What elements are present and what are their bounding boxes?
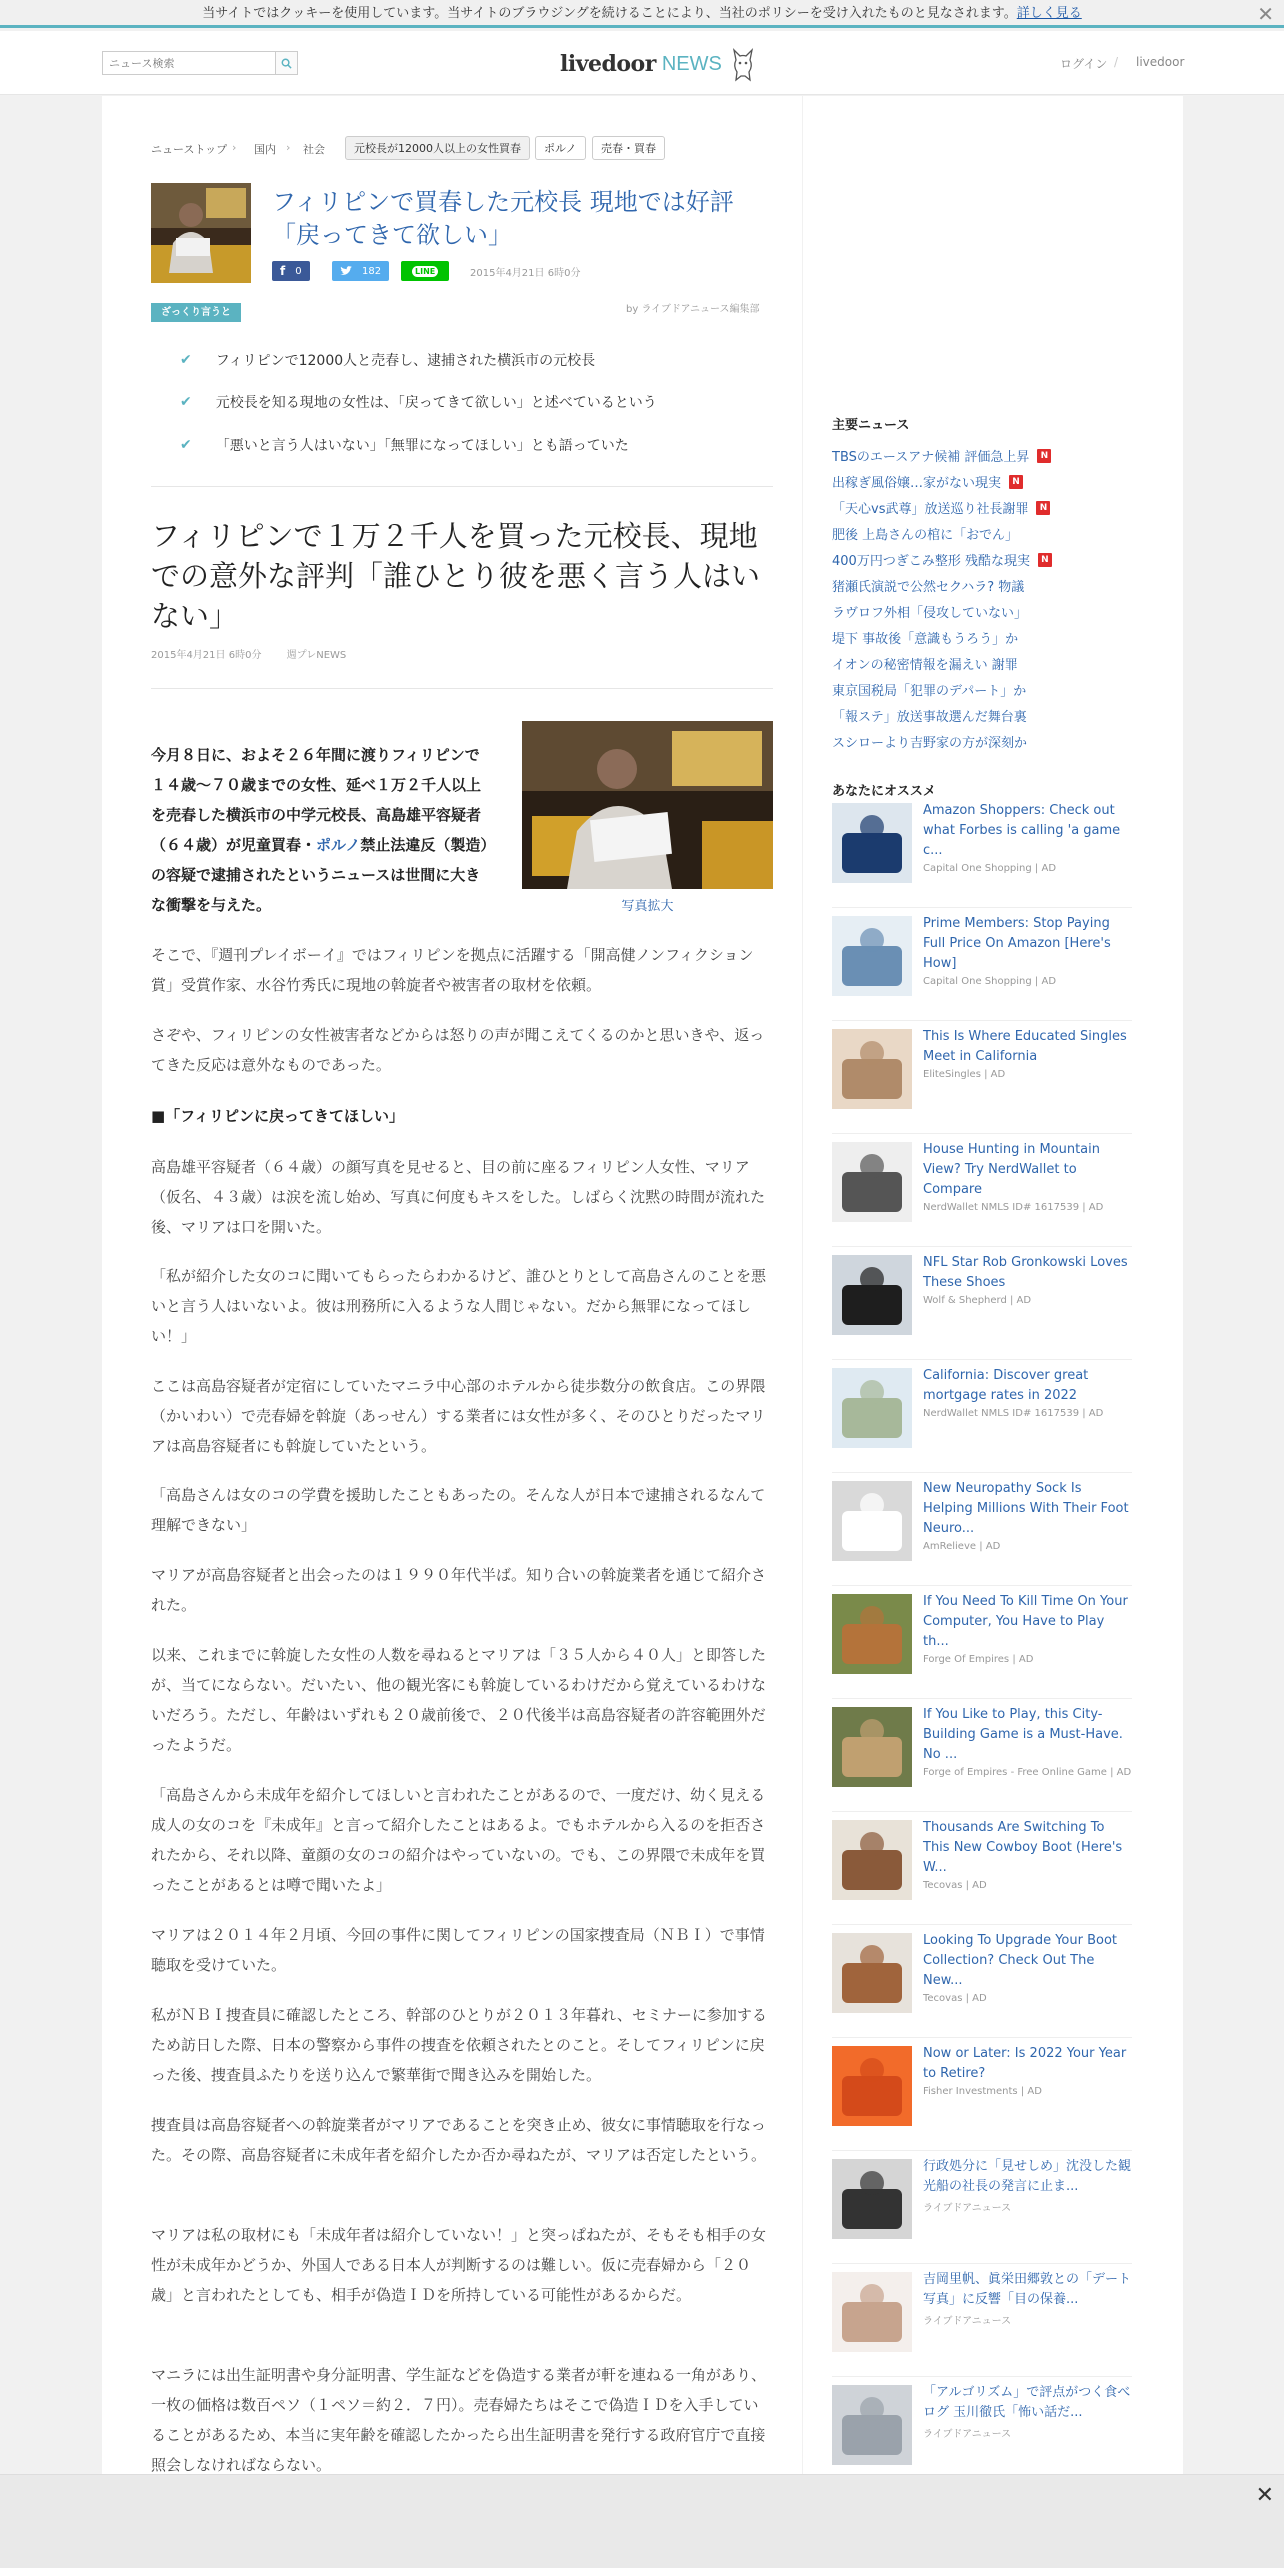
recommend-item[interactable] (832, 1481, 1132, 1586)
summary-text: フィリピンで12000人と売春し、逮捕された横浜市の元校長 (215, 353, 596, 369)
article-byline: by ライブドアニュース編集部 (626, 304, 760, 315)
body-paragraph: 以来、これまでに斡旋した女性の人数を尋ねるとマリアは「３５人から４０人」と即答したが、当てにならない。だいたい、他の観光客にも斡旋しているわけだから覚えているわけないだろう。ただし、年齢はいずれも２０歳前後で、２０代後半は高島容疑者の許容範囲外だったようだ。 (151, 1646, 767, 1754)
body-paragraph: そこで、『週刊プレイボーイ』ではフィリピンを拠点に活躍する「開高健ノンフィクション賞」受賞作家、水谷竹秀氏に現地の斡旋者や被害者の取材を依頼。 (151, 946, 754, 994)
recommend-source: Forge of Empires - Free Online Game | AD (923, 1767, 1132, 1778)
recommend-item[interactable] (832, 803, 1132, 908)
main-news-text: 「報ステ」放送事故選んだ舞台裏 (832, 710, 1027, 725)
line-icon: LINE (412, 266, 438, 277)
twitter-icon (340, 266, 352, 276)
new-badge: N (1037, 449, 1051, 463)
recommend-title[interactable]: New Neuropathy Sock Is Helping Millions With Their Foot Neuro... (923, 1481, 1129, 1536)
check-icon: ✔ (180, 352, 192, 368)
main-news-text: 出稼ぎ風俗嬢…家がない現実 (832, 476, 1002, 491)
new-badge: N (1009, 475, 1023, 489)
summary-text: 元校長を知る現地の女性は、「戻ってきて欲しい」と述べているという (215, 395, 657, 411)
main-news-text: 400万円つぎこみ整形 残酷な現実 (832, 554, 1030, 569)
recommend-thumbnail[interactable] (832, 803, 912, 883)
cookie-text: 当サイトではクッキーを使用しています。当サイトのブラウジングを続けることにより、当社のポリシーを受け入れたものと見なされます。 (202, 6, 1017, 21)
meta-source[interactable]: 週プレNEWS (286, 650, 347, 661)
porno-link[interactable]: ポルノ (316, 836, 361, 854)
tag-prostitution[interactable]: 売春・買春 (592, 136, 665, 160)
recommend-thumbnail[interactable] (832, 2046, 912, 2126)
cookie-more-link[interactable]: 詳しく見る (1016, 6, 1082, 21)
main-news-item[interactable] (832, 732, 1027, 751)
body-paragraph: 私がＮＢＩ捜査員に確認したところ、幹部のひとりが２０１３年暮れ、セミナーに参加するため訪日した際、日本の警察から事件の捜査を依頼されたとのこと。そしてフィリピンに戻った後、捜査員ふたりを送り込んで繁華街で聞き込みを開始した。 (151, 2006, 767, 2084)
lead-paragraph (151, 740, 491, 920)
bottom-ad-bar (0, 2474, 1284, 2568)
breadcrumb-separator: › (232, 141, 237, 154)
breadcrumb-separator: › (286, 141, 291, 154)
breadcrumb-top[interactable]: ニューストップ (151, 143, 228, 156)
recommend-source: ライブドアニュース (923, 2316, 1012, 2327)
lead-text: 禁止法違反（製造）の容疑で逮捕されたというニュースは世間に大きな衝撃を与えた。 (151, 836, 488, 914)
site-logo[interactable] (560, 44, 756, 84)
recommend-thumbnail[interactable] (832, 916, 912, 996)
logo-news: NEWS (661, 52, 722, 75)
body-paragraph: さぞや、フィリピンの女性被害者などからは怒りの声が聞こえてくるのかと思いきや、返ってきた反応は意外なものであった。 (151, 1026, 765, 1074)
recommend-source: NerdWallet NMLS ID# 1617539 | AD (923, 1202, 1104, 1213)
body-paragraph: マリアは２０１４年２月頃、今回の事件に関してフィリピンの国家捜査局（ＮＢＩ）で事情聴取を受けていた。 (151, 1926, 765, 1974)
recommend-source: ライブドアニュース (923, 2203, 1012, 2214)
main-news-text: 堤下 事故後「意識もうろう」か (832, 632, 1019, 647)
recommend-title[interactable]: Amazon Shoppers: Check out what Forbes is calling 'a game c... (923, 803, 1121, 858)
main-news-item[interactable] (832, 602, 1027, 621)
recommend-item[interactable] (832, 1029, 1132, 1134)
recommend-thumbnail[interactable] (832, 2272, 912, 2352)
lead-text: 今月８日に、およそ２６年間に渡りフィリピンで１４歳～７０歳までの女性、延べ１万２千人以上を売春した横浜市の中学元校長、高島雄平容疑者（６４歳）が児童買春・ (151, 746, 482, 854)
recommend-item[interactable] (832, 1255, 1132, 1360)
twitter-count: 182 (362, 265, 382, 277)
body-paragraph: ここは高島容疑者が定宿にしていたマニラ中心部のホテルから徒歩数分の飲食店。この界隈（かいわい）で売春婦を斡旋（あっせん）する業者には女性が多く、そのひとりだったマリアは高島容疑者にも斡旋していたという。 (151, 1377, 766, 1455)
recommend-thumbnail[interactable] (832, 1029, 912, 1109)
main-news-text: 「天心vs武尊」放送巡り社長謝罪 (832, 502, 1029, 517)
bottom-bar-close-icon[interactable]: ✕ (1255, 2483, 1274, 2508)
cookie-banner (0, 0, 1284, 28)
facebook-share-button[interactable] (272, 261, 310, 281)
summary-item (180, 392, 657, 412)
recommend-item[interactable] (832, 1594, 1132, 1699)
main-news-item[interactable] (832, 628, 1018, 647)
recommend-title[interactable]: 行政処分に「見せしめ」沈没した観光船の社長の発言に止ま... (923, 2159, 1132, 2194)
search-box (102, 51, 298, 75)
recommend-heading: あなたにオススメ (832, 784, 936, 799)
recommend-title[interactable]: House Hunting in Mountain View? Try NerdWallet to Compare (923, 1142, 1101, 1197)
login-link[interactable]: ログイン (1060, 57, 1108, 71)
main-news-text: スシローより吉野家の方が深刻か (832, 736, 1028, 751)
recommend-item[interactable] (832, 1368, 1132, 1473)
body-paragraph: 捜査員は高島容疑者への斡旋業者がマリアであることを突き止め、彼女に事情聴取を行なった。その際、高島容疑者に未成年者を紹介したか否か尋ねたが、マリアは否定したという。 (151, 2116, 767, 2164)
divider (151, 688, 773, 689)
recommend-title[interactable]: If You Like to Play, this City-Building Game is a Must-Have. No ... (923, 1707, 1123, 1762)
recommend-title[interactable]: This Is Where Educated Singles Meet in California (923, 1029, 1127, 1064)
tag-porno[interactable]: ポルノ (535, 136, 586, 160)
recommend-title[interactable]: Prime Members: Stop Paying Full Price On Amazon [Here's How] (923, 916, 1111, 971)
meta-date: 2015年4月21日 6時0分 (151, 650, 262, 661)
recommend-source: EliteSingles | AD (923, 1069, 1006, 1080)
recommend-item[interactable] (832, 1820, 1132, 1925)
recommend-thumbnail[interactable] (832, 1820, 912, 1900)
facebook-icon: f (280, 264, 286, 278)
main-news-text: イオンの秘密情報を漏えい 謝罪 (832, 658, 1018, 673)
recommend-title[interactable]: 「アルゴリズム」で評点がつく食べログ 玉川徹氏「怖い話だ... (923, 2385, 1131, 2420)
recommend-source: Wolf & Shepherd | AD (923, 1295, 1032, 1306)
photo-enlarge-link[interactable]: 写真拡大 (621, 899, 674, 914)
recommend-item[interactable] (832, 2159, 1132, 2264)
section-heading: ■「フィリピンに戻ってきてほしい」 (151, 1107, 404, 1125)
breadcrumb-domestic[interactable]: 国内 (254, 143, 276, 156)
main-news-item[interactable] (832, 654, 1018, 673)
recommend-source: Tecovas | AD (923, 1880, 987, 1891)
article-thumbnail[interactable] (151, 183, 251, 283)
body-paragraph: 高島雄平容疑者（６４歳）の顔写真を見せると、目の前に座るフィリピン人女性、マリア（仮名、４３歳）は涙を流し始め、写真に何度もキスをした。しばらく沈黙の時間が流れた後、マリアは口を開いた。 (151, 1158, 766, 1236)
body-paragraph: 「高島さんから未成年を紹介してほしいと言われたことがあるので、一度だけ、幼く見える成人の女のコを『未成年』と言って紹介したことはあるよ。でもホテルから入るのを拒否されたから、それ以降、童顔の女のコの紹介はやっていないの。でも、この界隈で未成年を買ったことがあるとは噂で聞いたよ」 (151, 1786, 766, 1894)
recommend-source: AmRelieve | AD (923, 1541, 1001, 1552)
recommend-item[interactable] (832, 2272, 1132, 2377)
mascot-icon (730, 46, 756, 82)
check-icon: ✔ (180, 437, 192, 453)
main-news-text: 東京国税局「犯罪のデパート」か (832, 684, 1027, 699)
new-badge: N (1038, 553, 1052, 567)
recommend-thumbnail[interactable] (832, 1481, 912, 1561)
recommend-title[interactable]: 吉岡里帆、眞栄田郷敦との「デート写真」に反響「目の保養... (923, 2272, 1132, 2307)
summary-item (180, 350, 595, 370)
line-share-button[interactable] (401, 261, 449, 281)
recommend-thumbnail[interactable] (832, 2385, 912, 2465)
recommend-item[interactable] (832, 1707, 1132, 1812)
article-date: 2015年4月21日 6時0分 (470, 268, 581, 279)
article-photo[interactable] (522, 721, 773, 889)
recommend-title[interactable]: NFL Star Rob Gronkowski Loves These Shoes (923, 1255, 1128, 1290)
recommend-title[interactable]: Now or Later: Is 2022 Your Year to Retire? (923, 2046, 1127, 2081)
main-news-text: ラヴロフ外相「侵攻していない」 (832, 606, 1028, 621)
recommend-source: NerdWallet NMLS ID# 1617539 | AD (923, 1408, 1104, 1419)
logo-livedoor: livedoor (560, 51, 656, 77)
main-news-item[interactable] (832, 706, 1027, 725)
main-news-item[interactable] (832, 446, 1051, 465)
body-paragraph: 「高島さんは女のコの学費を援助したこともあったの。そんな人が日本で逮捕されるなんて理解できない」 (151, 1486, 766, 1534)
recommend-source: ライブドアニュース (923, 2429, 1012, 2440)
thumbnail-image (151, 183, 251, 283)
recommend-thumbnail[interactable] (832, 1142, 912, 1222)
recommend-thumbnail[interactable] (832, 1933, 912, 2013)
recommend-item[interactable] (832, 2046, 1132, 2151)
body-paragraph: マニラには出生証明書や身分証明書、学生証などを偽造する業者が軒を連ねる一角があり、一枚の価格は数百ペソ（１ペソ＝約２．７円）。売春婦たちはそこで偽造ＩＤを入手していることがあるため、本当に実年齢を確認したかったら出生証明書を発行する政府官庁で直接照会しなければならない。 (151, 2366, 767, 2474)
body-paragraph: 「私が紹介した女のコに聞いてもらったらわかるけど、誰ひとりとして高島さんのことを悪いと言う人はいないよ。彼は刑務所に入るような人間じゃない。だから無罪になってほしい！」 (151, 1267, 767, 1345)
article-headline: フィリピンで１万２千人を買った元校長、現地での意外な評判「誰ひとり彼を悪く言う人はいない」 (151, 519, 761, 633)
recommend-title[interactable]: If You Need To Kill Time On Your Computer, You Have to Play th... (923, 1594, 1128, 1649)
main-news-text: 肥後 上島さんの棺に「おでん」 (832, 528, 1019, 543)
main-news-item[interactable] (832, 472, 1023, 491)
main-news-item[interactable] (832, 550, 1052, 569)
livedoor-link[interactable]: livedoor (1136, 55, 1185, 69)
cookie-close-icon[interactable]: ✕ (1257, 2, 1274, 26)
main-news-text: 猪瀬氏演説で公然セクハラ? 物議 (832, 580, 1025, 595)
recommend-item[interactable] (832, 916, 1132, 1021)
recommend-source: Capital One Shopping | AD (923, 976, 1057, 987)
main-news-item[interactable] (832, 498, 1050, 517)
body-paragraph: マリアが高島容疑者と出会ったのは１９９０年代半ば。知り合いの斡旋業者を通じて紹介された。 (151, 1566, 767, 1614)
main-news-item[interactable] (832, 680, 1026, 699)
recommend-item[interactable] (832, 1142, 1132, 1247)
summary-item (180, 435, 629, 455)
article-title: フィリピンで買春した元校長 現地では好評「戻ってきて欲しい」 (272, 188, 734, 249)
recommend-title[interactable]: Thousands Are Switching To This New Cowboy Boot (Here's W... (923, 1820, 1123, 1875)
summary-label: ざっくり言うと (151, 303, 241, 322)
article-photo-image (522, 721, 773, 889)
new-badge: N (1036, 501, 1050, 515)
recommend-thumbnail[interactable] (832, 1707, 912, 1787)
recommend-thumbnail[interactable] (832, 1368, 912, 1448)
body-paragraph: マリアは私の取材にも「未成年者は紹介していない！」と突っぱねたが、そもそも相手の女性が未成年かどうか、外国人である日本人が判断するのは難しい。仮に売春婦から「２０歳」と言われたとしても、相手が偽造ＩＤを所持している可能性があるからだ。 (151, 2226, 767, 2304)
recommend-source: Fisher Investments | AD (923, 2086, 1042, 2097)
breadcrumb-society[interactable]: 社会 (303, 143, 325, 156)
divider (151, 486, 773, 487)
recommend-title[interactable]: California: Discover great mortgage rates in 2022 (923, 1368, 1089, 1403)
search-button[interactable] (275, 52, 297, 74)
twitter-share-button[interactable] (332, 261, 389, 281)
header-separator: / (1114, 55, 1119, 69)
search-input[interactable] (103, 53, 275, 75)
tag-topic[interactable]: 元校長が12000人以上の女性買春 (345, 136, 530, 160)
ad-slot (832, 180, 1132, 430)
recommend-thumbnail[interactable] (832, 2159, 912, 2239)
recommend-source: Tecovas | AD (923, 1993, 987, 2004)
search-icon (281, 58, 292, 69)
main-news-item[interactable] (832, 524, 1018, 543)
recommend-source: Capital One Shopping | AD (923, 863, 1057, 874)
recommend-item[interactable] (832, 1933, 1132, 2038)
recommend-thumbnail[interactable] (832, 1255, 912, 1335)
main-news-text: TBSのエースアナ候補 評価急上昇 (832, 450, 1030, 465)
recommend-title[interactable]: Looking To Upgrade Your Boot Collection? Check Out The New... (923, 1933, 1118, 1988)
article-meta (151, 646, 346, 661)
recommend-source: Forge Of Empires | AD (923, 1654, 1034, 1665)
check-icon: ✔ (180, 394, 192, 410)
main-news-item[interactable] (832, 576, 1024, 595)
summary-text: 「悪いと言う人はいない」「無罪になってほしい」とも語っていた (215, 438, 629, 454)
recommend-thumbnail[interactable] (832, 1594, 912, 1674)
main-news-heading: 主要ニュース (832, 418, 910, 433)
facebook-count: 0 (295, 265, 302, 277)
